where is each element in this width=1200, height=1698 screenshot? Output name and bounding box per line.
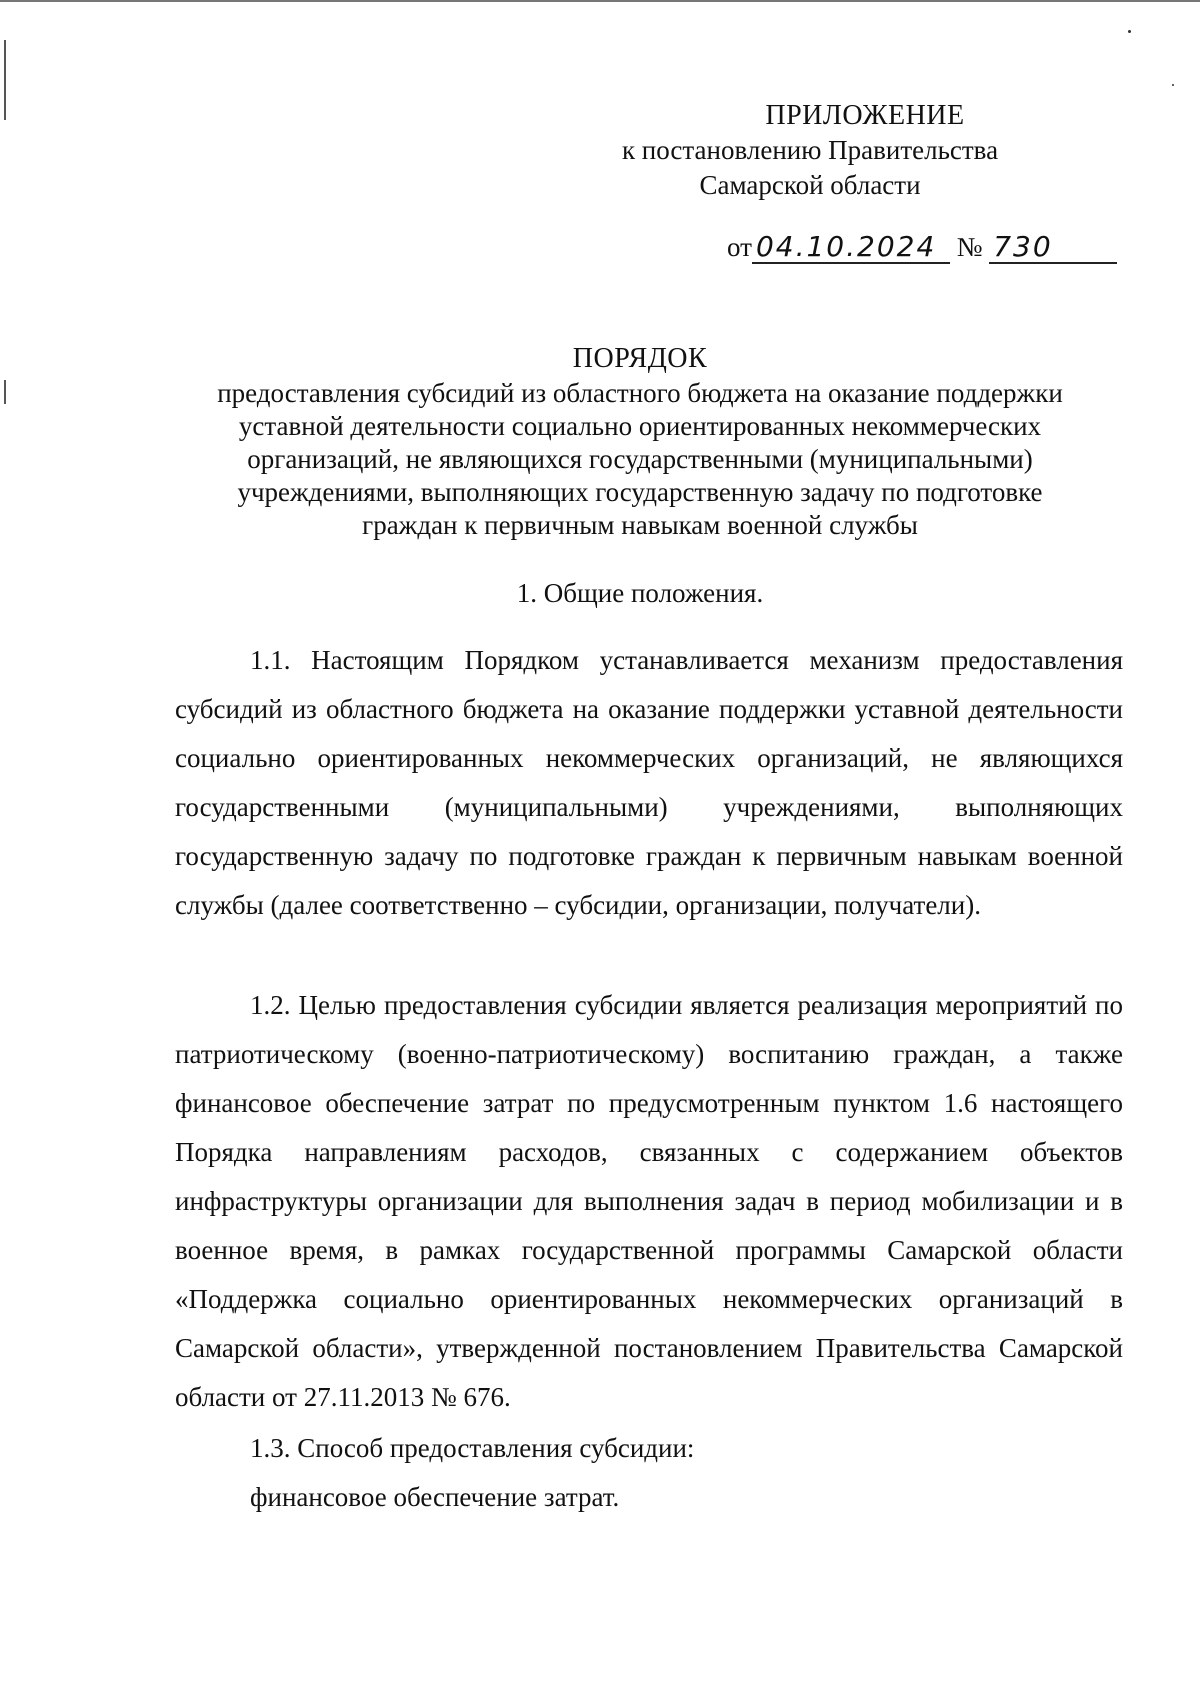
appendix-line: к постановлению Правительства (621, 135, 999, 165)
paragraph-1-3 (175, 1424, 1123, 1473)
appendix-heading: ПРИЛОЖЕНИЕ (765, 100, 965, 131)
paragraph-text: 1.2. Целью предоставления субсидии является реализация мероприятий по патриотическому (военно-патриотическому) воспитанию граждан, а также финансовое обеспечение затрат по предусмотренным пунктом 1.6 настоящего Порядка направлениям расходов, связанных с содержанием объектов инфраструктуры организации для выполнения задач в период мобилизации и в военное время, в рамках государственной программы Самарской области «Поддержка социально ориентированных некоммерческих организаций в Самарской области», утвержденной постановлением Правительства Самарской области от 27.11.2013 № 676. (175, 990, 1123, 1412)
subtitle-line: уставной деятельности социально ориентированных некоммерческих (238, 411, 1042, 441)
subtitle-line: организаций, не являющихся государственными (муниципальными) (247, 444, 1033, 474)
scan-dot (1172, 84, 1174, 86)
handwritten-number: 730 (989, 232, 1117, 264)
section-heading: 1. Общие положения. (516, 578, 764, 608)
scan-edge-line (0, 0, 1200, 2)
paragraph-text: 1.3. Способ предоставления субсидии: (250, 1433, 695, 1463)
paragraph-1-3-value (175, 1473, 1123, 1522)
subtitle-line: учреждениями, выполняющих государственную задачу по подготовке (237, 477, 1043, 507)
scan-mark (4, 40, 6, 120)
appendix-line: Самарской области (699, 170, 921, 200)
from-label: от (727, 232, 752, 262)
subtitle-line: предоставления субсидий из областного бюджета на оказание поддержки (217, 378, 1063, 408)
scan-dot (1128, 30, 1131, 33)
paragraph-text: 1.1. Настоящим Порядком устанавливается механизм предоставления субсидий из областного бюджета на оказание поддержки уставной деятельности социально ориентированных некоммерческих организаций, не являющихся государственными (муниципальными) учреждениями, выполняющих государственную задачу по подготовке граждан к первичным навыкам военной службы (далее соответственно – субсидии, организации, получатели). (175, 645, 1123, 920)
paragraph-1-1 (175, 636, 1123, 930)
resolution-date-number (727, 232, 1117, 264)
subtitle-line: граждан к первичным навыкам военной службы (362, 510, 918, 540)
handwritten-date: 04.10.2024 (752, 232, 950, 264)
appendix-block (590, 98, 1030, 203)
document-title-block (190, 342, 1090, 542)
number-label: № (956, 232, 983, 262)
document-title: ПОРЯДОК (572, 343, 708, 374)
paragraph-text: финансовое обеспечение затрат. (250, 1482, 620, 1512)
paragraph-1-2 (175, 981, 1123, 1422)
scan-mark (4, 380, 6, 404)
